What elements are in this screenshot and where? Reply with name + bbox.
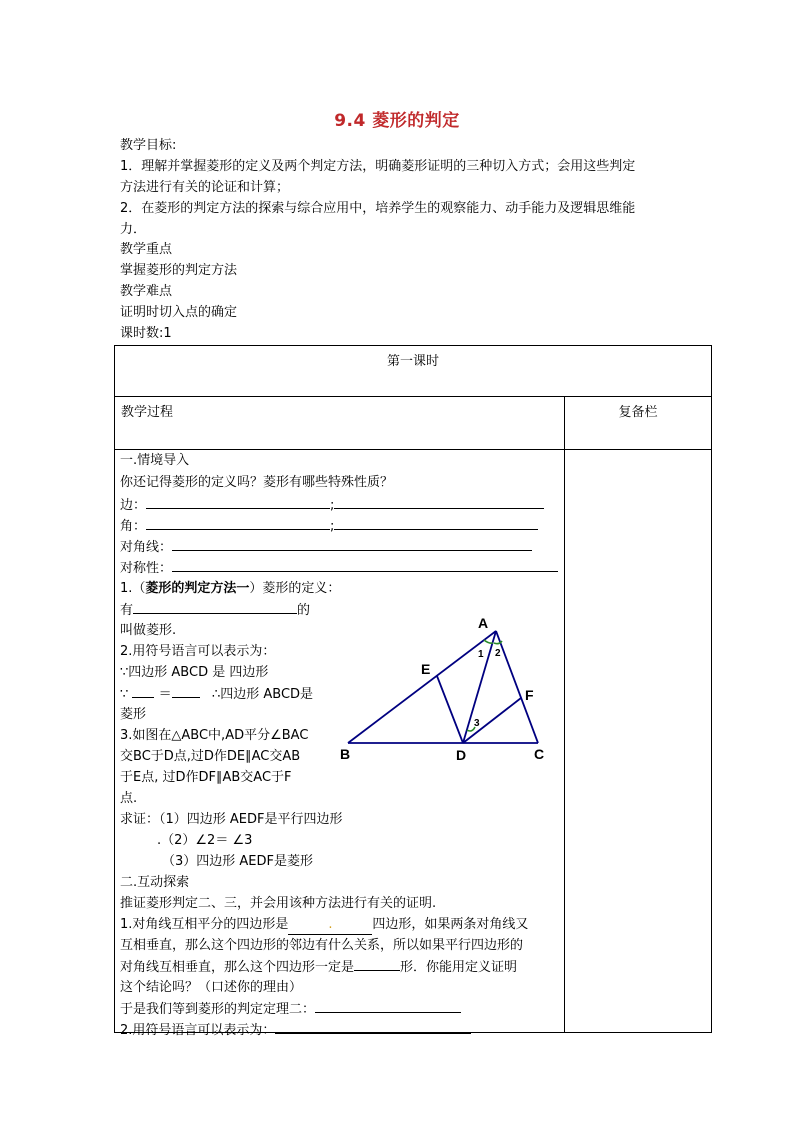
symmetry-blank[interactable] [172, 558, 558, 572]
angle-semicolon: ; [330, 519, 335, 534]
segment-df [463, 698, 521, 743]
q1-blank-1[interactable]: . [288, 915, 372, 935]
method-1-title: 菱形的判定方法一 [145, 581, 250, 596]
rhombus-word: 菱形 [120, 707, 147, 722]
symmetry-label: 对称性： [120, 561, 173, 576]
q1-post: 四边形，如果两条对角线又 [372, 917, 529, 932]
problem-3-line-1: 3.如图在△ABC中,AD平分∠BAC [120, 728, 309, 743]
definition-row [120, 600, 310, 620]
angle-blank-1[interactable] [146, 516, 330, 530]
angle-label-2: 2 [495, 648, 501, 659]
question-1-line-1 [120, 915, 528, 935]
de-text: 的 [297, 603, 311, 618]
section-1-question: 你还记得菱形的定义吗？菱形有哪些特殊性质？ [120, 475, 394, 490]
method-1-prefix: 1.（ [120, 581, 146, 596]
session-cell [115, 346, 712, 397]
problem-3-line-4: 点. [120, 791, 138, 806]
angle-label-1: 1 [478, 649, 484, 660]
goal-2-line-2: 力． [120, 221, 147, 237]
problem-3-line-2: 交BC于D点,过D作DE∥AC交AB [120, 749, 301, 764]
lesson-table [114, 345, 712, 1038]
q1-pre: 1.对角线互相平分的四边形是 [120, 917, 289, 932]
theorem-2-blank[interactable] [315, 999, 461, 1013]
side-label: 边： [120, 498, 147, 513]
key-points-heading: 教学重点 [120, 242, 173, 258]
goal-2-line-1: 2．在菱形的判定方法的探索与综合应用中，培养学生的观察能力、动手能力及逻辑思维能 [120, 200, 636, 216]
symmetry-row [120, 558, 558, 578]
equals-sign: ＝ [158, 687, 172, 702]
question-2-text: 2.用符号语言可以表示为： [120, 1023, 276, 1038]
question-2-blank[interactable] [275, 1020, 471, 1034]
diagonal-row [120, 537, 532, 557]
label-b: B [340, 746, 351, 762]
label-d: D [456, 747, 467, 762]
condition-blank-1[interactable] [132, 684, 154, 698]
content-cell [115, 450, 565, 1038]
section-2-intro: 推证菱形判定二、三，并会用该种方法进行有关的证明. [120, 896, 437, 911]
label-e: E [421, 661, 431, 677]
intro-section [120, 136, 680, 345]
theorem-2-row [120, 999, 461, 1019]
q1-blank-2[interactable] [354, 957, 400, 971]
goal-1-line-1: 1．理解并掌握菱形的定义及两个判定方法，明确菱形证明的三种切入方式；会用这些判定 [120, 158, 636, 174]
since-symbol: ∵ [120, 687, 129, 702]
have-text: 有 [120, 603, 134, 618]
side-semicolon: ; [330, 498, 335, 513]
label-c: C [534, 746, 545, 762]
section-1-heading: 一.情境导入 [120, 453, 190, 468]
angle-mark-1 [484, 640, 493, 643]
section-2-heading: 二.互动探索 [120, 875, 190, 890]
diagonal-label: 对角线： [120, 540, 173, 555]
question-1-line-3 [120, 957, 517, 977]
method-1-row [120, 579, 340, 598]
therefore-text: ∴四边形 ABCD是 [211, 687, 314, 702]
side-row [120, 495, 544, 515]
goal-1-line-2: 方法进行有关的论证和计算； [120, 179, 290, 195]
condition-blank-2[interactable] [172, 684, 200, 698]
question-1-line-2: 互相垂直，那么这个四边形的邻边有什么关系，所以如果平行四边形的 [120, 938, 524, 953]
q1c-pre: 对角线互相垂直，那么这个四边形一定是 [120, 960, 355, 975]
difficulty-text: 证明时切入点的确定 [120, 305, 238, 321]
method-1-suffix: ）菱形的定义： [249, 581, 341, 596]
definition-blank[interactable] [133, 600, 297, 614]
segment-de [437, 676, 463, 743]
prove-1: 求证：（1）四边形 AEDF是平行四边形 [120, 812, 343, 827]
condition-row [120, 684, 313, 704]
q1c-post: 形．你能用定义证明 [400, 960, 518, 975]
notes-header: 复备栏 [618, 405, 658, 420]
angle-label: 角： [120, 519, 147, 534]
prove-3: （3）四边形 AEDF是菱形 [162, 854, 313, 869]
called-rhombus: 叫做菱形. [120, 623, 177, 638]
question-2-row [120, 1020, 471, 1040]
process-header: 教学过程 [121, 405, 174, 420]
theorem-2-text: 于是我们等到菱形的判定定理二： [120, 1002, 316, 1017]
page-title: 9.4 菱形的判定 [334, 111, 460, 131]
notes-header-cell [565, 397, 712, 450]
label-a: A [478, 615, 489, 631]
notes-column[interactable] [565, 450, 712, 1033]
angle-blank-2[interactable] [334, 516, 538, 530]
prove-2: .（2）∠2＝ ∠3 [157, 833, 253, 848]
angle-row [120, 516, 538, 536]
key-points-text: 掌握菱形的判定方法 [120, 263, 238, 279]
triangle-figure [338, 612, 554, 762]
problem-3-line-3: 于E点, 过D作DF∥AB交AC于F [120, 770, 292, 785]
side-blank-2[interactable] [334, 495, 544, 509]
difficulty-heading: 教学难点 [120, 284, 173, 300]
class-hours: 课时数:1 [120, 326, 172, 342]
content-body [115, 450, 564, 1038]
question-1-line-4: 这个结论吗？（口述你的理由） [120, 980, 303, 995]
session-label: 第一课时 [387, 354, 440, 369]
since-line: ∵四边形 ABCD 是 四边形 [120, 665, 269, 680]
angle-mark-2 [494, 641, 502, 644]
symbol-expression: 2.用符号语言可以表示为： [120, 644, 276, 659]
process-header-cell [115, 397, 565, 450]
goals-heading: 教学目标: [120, 138, 177, 153]
angle-label-3: 3 [474, 718, 480, 729]
side-blank-1[interactable] [146, 495, 330, 509]
diagonal-blank[interactable] [172, 537, 532, 551]
label-f: F [525, 687, 534, 703]
